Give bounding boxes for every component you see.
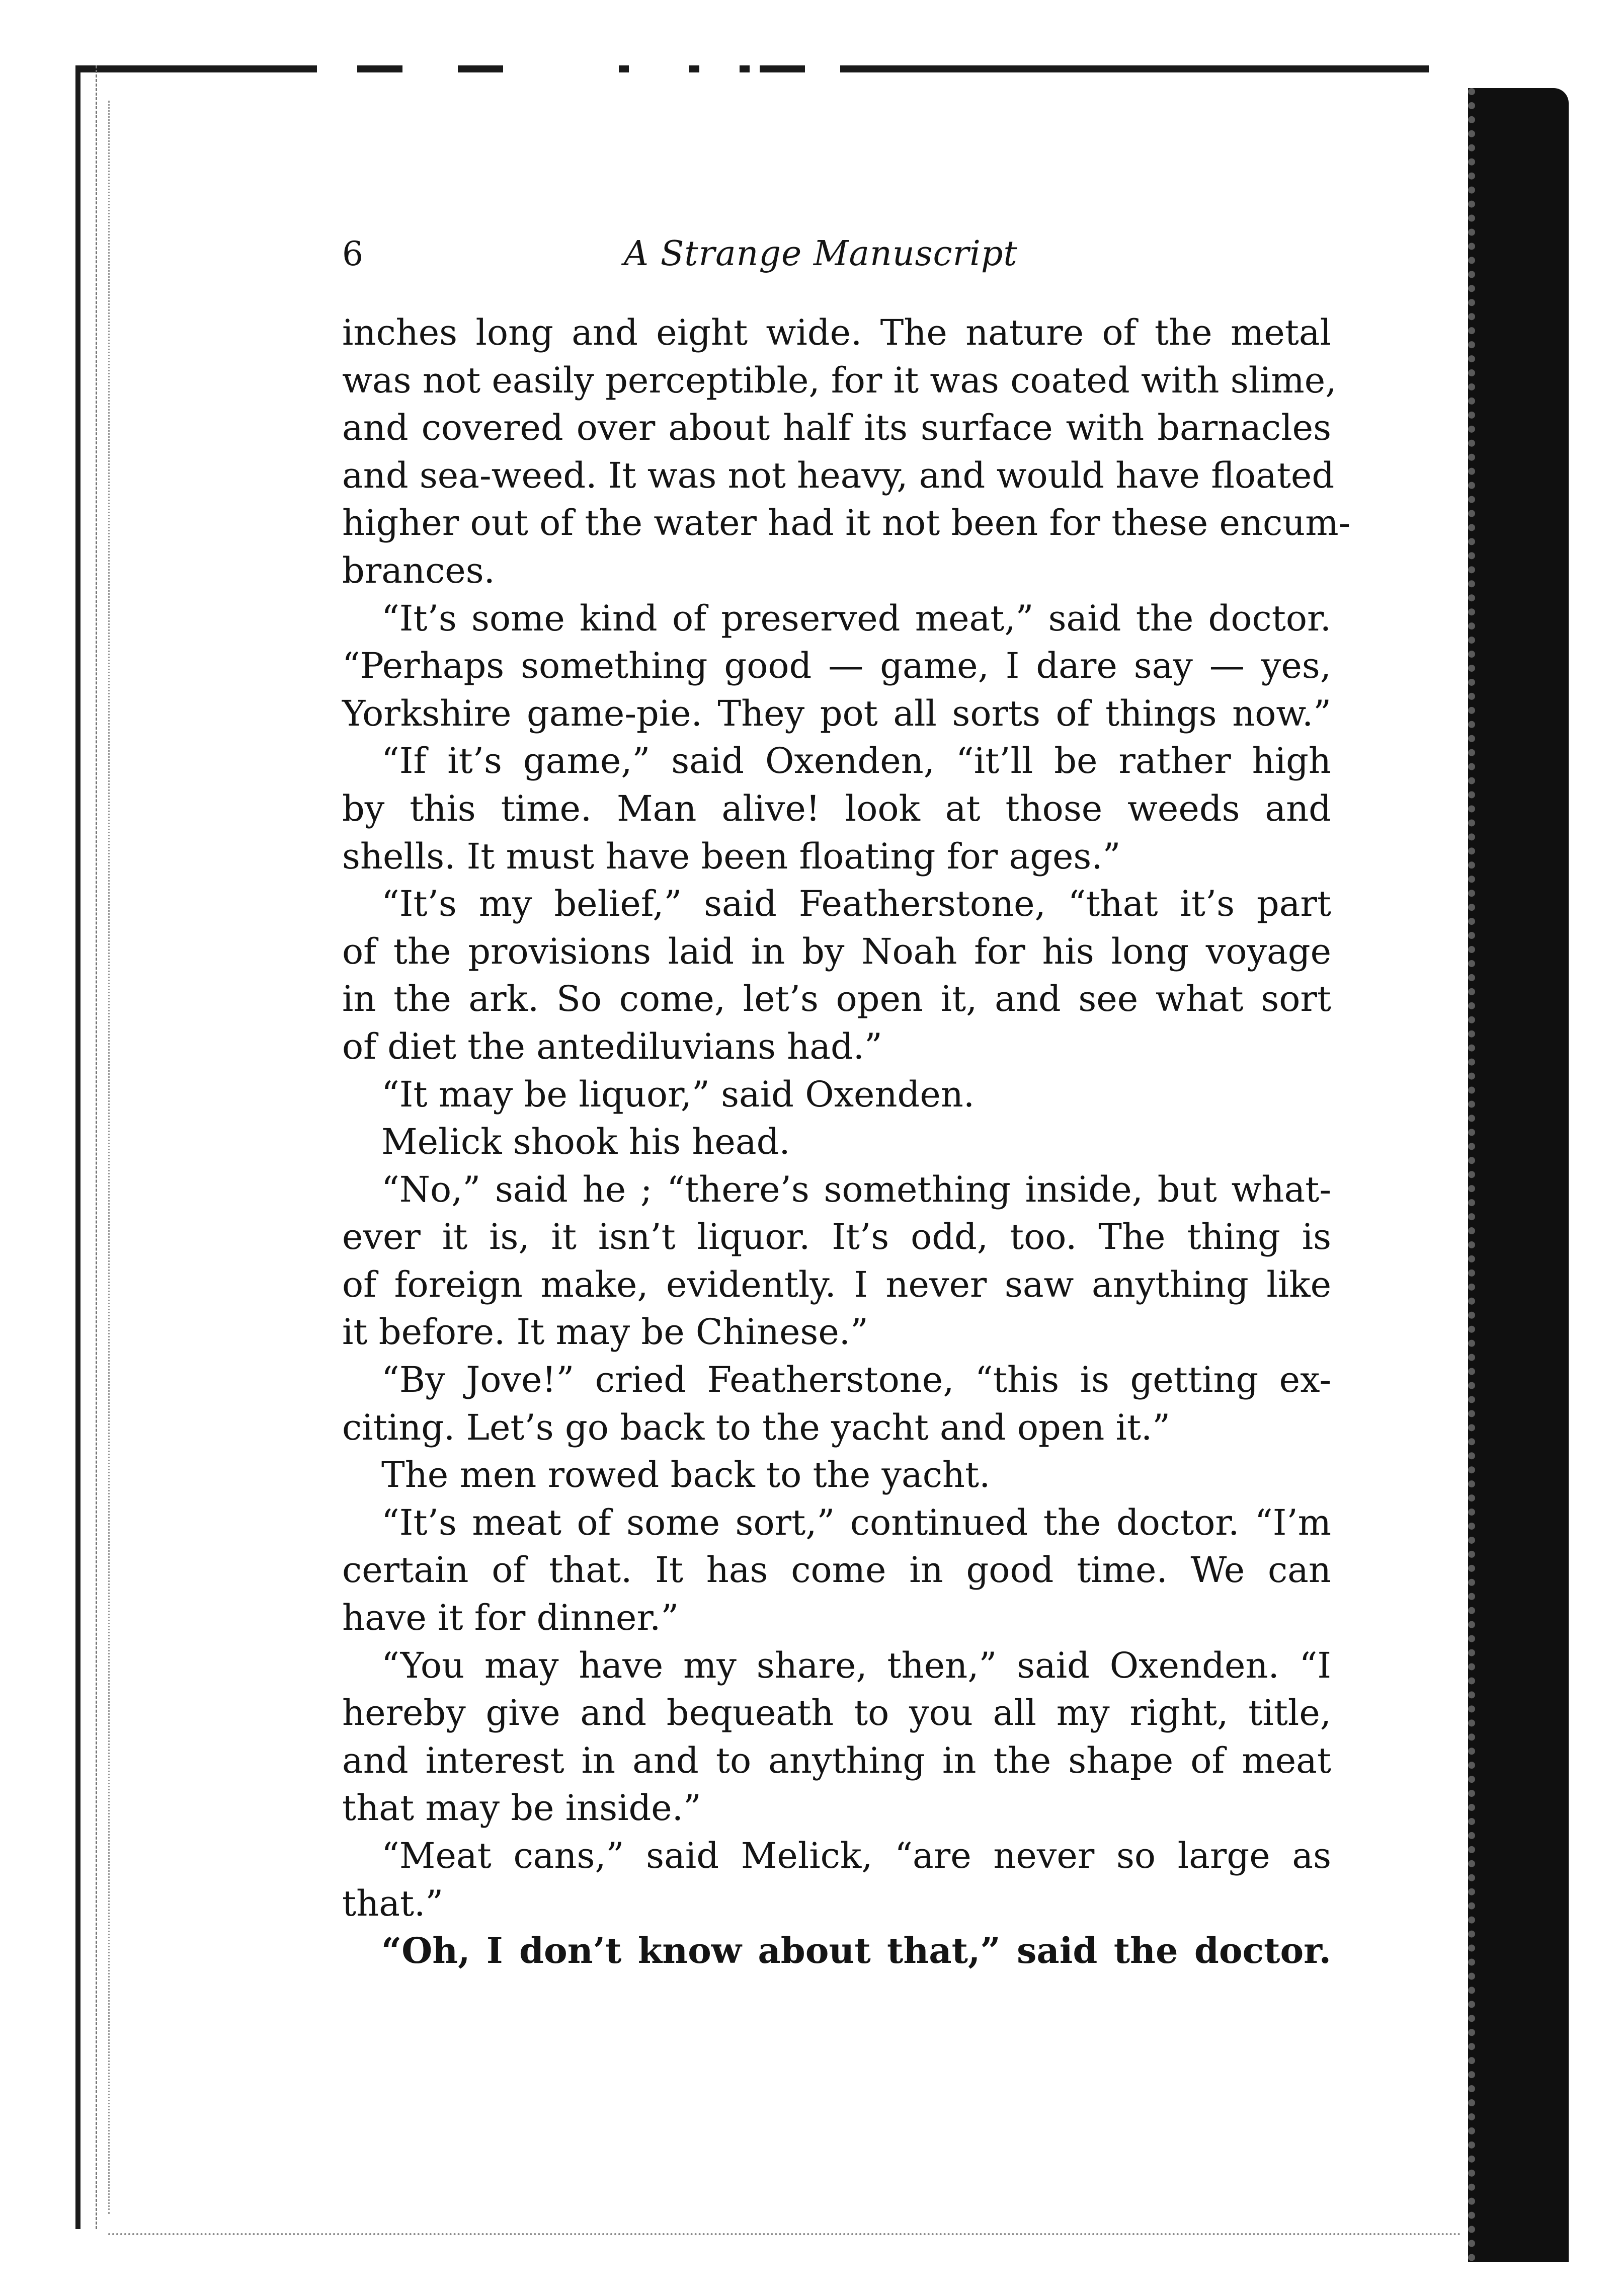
text-line: “Meat cans,” said Melick, “are never so large as [381,1835,1331,1876]
text-line: and interest in and to anything in the shape of meat [342,1739,1331,1781]
bottom-scan-edge [108,2233,1462,2237]
text-line: “It’s meat of some sort,” continued the doctor. “I’m [381,1501,1331,1543]
text-line: citing. Let’s go back to the yacht and open it.” [342,1406,1171,1448]
text-line: ever it is, it isn’t liquor. It’s odd, too. The thing is [342,1216,1331,1258]
text-line: of the provisions laid in by Noah for his long voyage [342,930,1331,972]
text-line: Yorkshire game-pie. They pot all sorts of things now.” [342,692,1331,734]
text-line: shells. It must have been floating for ages.” [342,835,1121,877]
text-line: Melick shook his head. [381,1121,790,1163]
text-line: that.” [342,1882,444,1924]
text-line: “Perhaps something good — game, I dare say — yes, [342,645,1331,687]
running-title: A Strange Manuscript [624,234,1018,274]
right-page-edge-shadow [1468,88,1569,2262]
text-line: certain of that. It has come in good time. We can [342,1549,1331,1591]
text-line: “It may be liquor,” said Oxenden. [381,1073,975,1115]
text-line: brances. [342,549,495,591]
text-line: “Oh, I don’t know about that,” said the doctor. [381,1930,1331,1972]
text-line: hereby give and bequeath to you all my right, title, [342,1692,1331,1734]
text-line: inches long and eight wide. The nature of the metal [342,312,1331,353]
text-line: and sea-weed. It was not heavy, and would have floated [342,454,1335,496]
text-line: “You may have my share, then,” said Oxenden. “I [381,1644,1331,1686]
text-line: that may be inside.” [342,1787,701,1829]
running-head [342,229,1348,284]
text-line: higher out of the water had it not been for these encum- [342,502,1351,544]
text-line: “No,” said he ; “there’s something inside, but what- [381,1168,1331,1210]
text-line: of foreign make, evidently. I never saw anything like [342,1263,1331,1305]
body-text [342,309,1351,1975]
text-line: have it for dinner.” [342,1597,679,1639]
text-line: “It’s some kind of preserved meat,” said the doctor. [381,597,1331,639]
text-line: and covered over about half its surface with barnacles [342,407,1331,449]
text-line: by this time. Man alive! look at those weeds and [342,787,1331,829]
text-line: “If it’s game,” said Oxenden, “it’ll be rather high [381,740,1331,782]
text-line: it before. It may be Chinese.” [342,1311,868,1353]
text-line: The men rowed back to the yacht. [381,1454,991,1496]
text-line: “By Jove!” cried Featherstone, “this is getting ex- [381,1359,1331,1401]
text-line: of diet the antediluvians had.” [342,1025,882,1067]
page-number: 6 [342,234,363,273]
left-binding-dots [108,101,112,2214]
text-line: in the ark. So come, let’s open it, and see what sort [342,978,1331,1020]
text-line: “It’s my belief,” said Featherstone, “that it’s part [381,883,1331,925]
text-line: was not easily perceptible, for it was coated with slime, [342,359,1337,401]
top-scan-rule [75,65,1429,72]
left-binding-edge [75,65,97,2229]
